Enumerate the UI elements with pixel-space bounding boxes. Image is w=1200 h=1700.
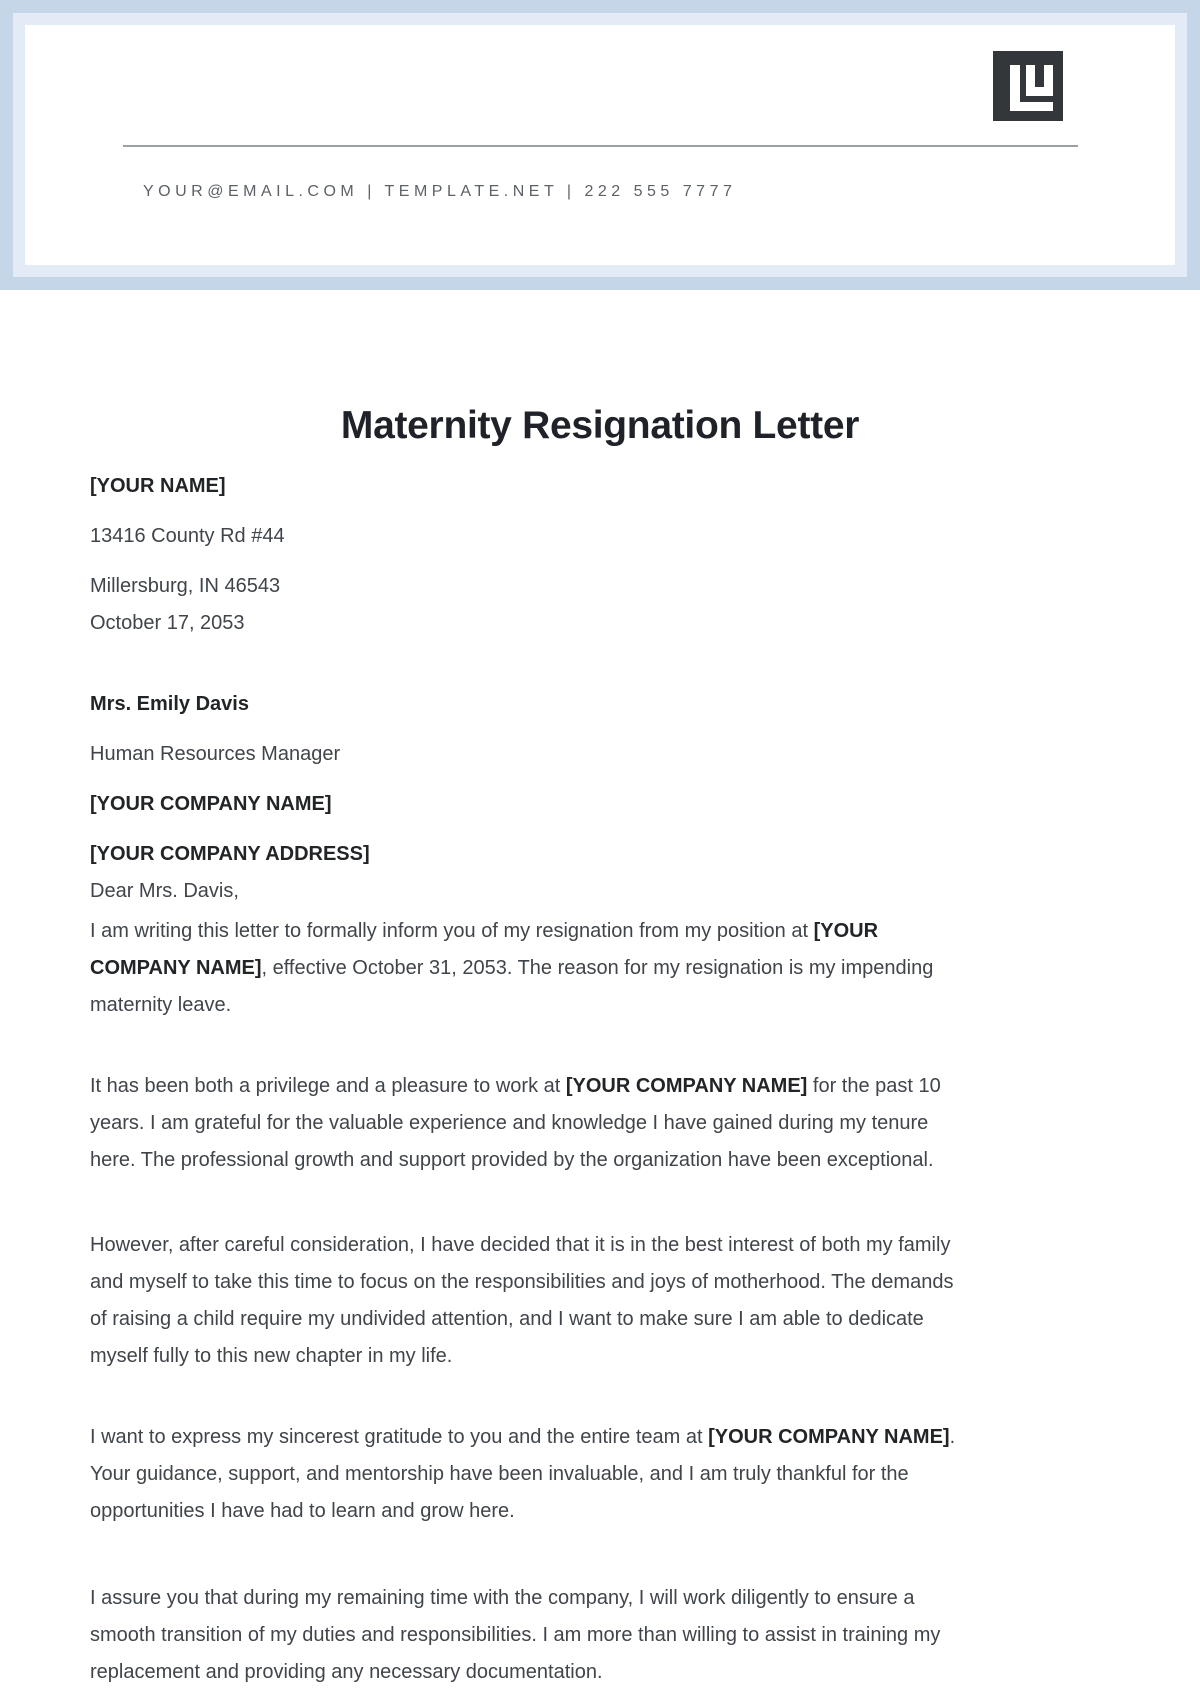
lu-monogram-icon	[993, 51, 1063, 121]
sender-address-line2: Millersburg, IN 46543	[90, 575, 281, 597]
letter-paragraph: I want to express my sincerest gratitude to you and the entire team at [YOUR COMPANY NAME]. Your guidance, support, and mentorship have been invaluable, and I am truly thankful for the opportunities I have had to learn and grow here.	[90, 1426, 956, 1522]
sender-address-date	[90, 568, 970, 642]
letter-paragraph: It has been both a privilege and a pleasure to work at [YOUR COMPANY NAME] for the past 10 years. I am grateful for the valuable experience and knowledge I have gained during my tenure here. The professional growth and support provided by the organization have been exceptional.	[90, 1075, 941, 1171]
letter-paragraph: However, after careful consideration, I have decided that it is in the best interest of both my family and myself to take this time to focus on the responsibilities and joys of motherhood. The demands of raising a child require my undivided attention, and I want to make sure I am able to dedicate myself fully to this new chapter in my life.	[90, 1234, 954, 1367]
sender-name: [YOUR NAME]	[90, 475, 226, 497]
contact-info: YOUR@EMAIL.COM | TEMPLATE.NET | 222 555 7777	[143, 183, 737, 200]
header-divider	[123, 145, 1078, 147]
sender-address-line1: 13416 County Rd #44	[90, 525, 285, 547]
letterhead	[13, 13, 1187, 277]
letter-paragraph: I assure you that during my remaining time with the company, I will work diligently to ensure a smooth transition of my duties and responsibilities. I am more than willing to assist in training my replacement and providing any necessary documentation.	[90, 1587, 941, 1683]
letter-date: October 17, 2053	[90, 612, 245, 634]
recipient-job-title: Human Resources Manager	[90, 743, 341, 765]
recipient-company-address: [YOUR COMPANY ADDRESS]	[90, 843, 370, 865]
letterhead-frame	[0, 0, 1200, 290]
salutation: Dear Mrs. Davis,	[90, 880, 239, 902]
letter-paragraph: I am writing this letter to formally inform you of my resignation from my position at [YOUR COMPANY NAME], effective October 31, 2053. The reason for my resignation is my impending maternity leave.	[90, 920, 934, 1016]
recipient-name: Mrs. Emily Davis	[90, 693, 249, 715]
page-title: Maternity Resignation Letter	[340, 404, 860, 447]
letter-body-paragraphs	[90, 913, 970, 1691]
recipient-company-name: [YOUR COMPANY NAME]	[90, 793, 332, 815]
letter-body	[0, 450, 970, 1691]
